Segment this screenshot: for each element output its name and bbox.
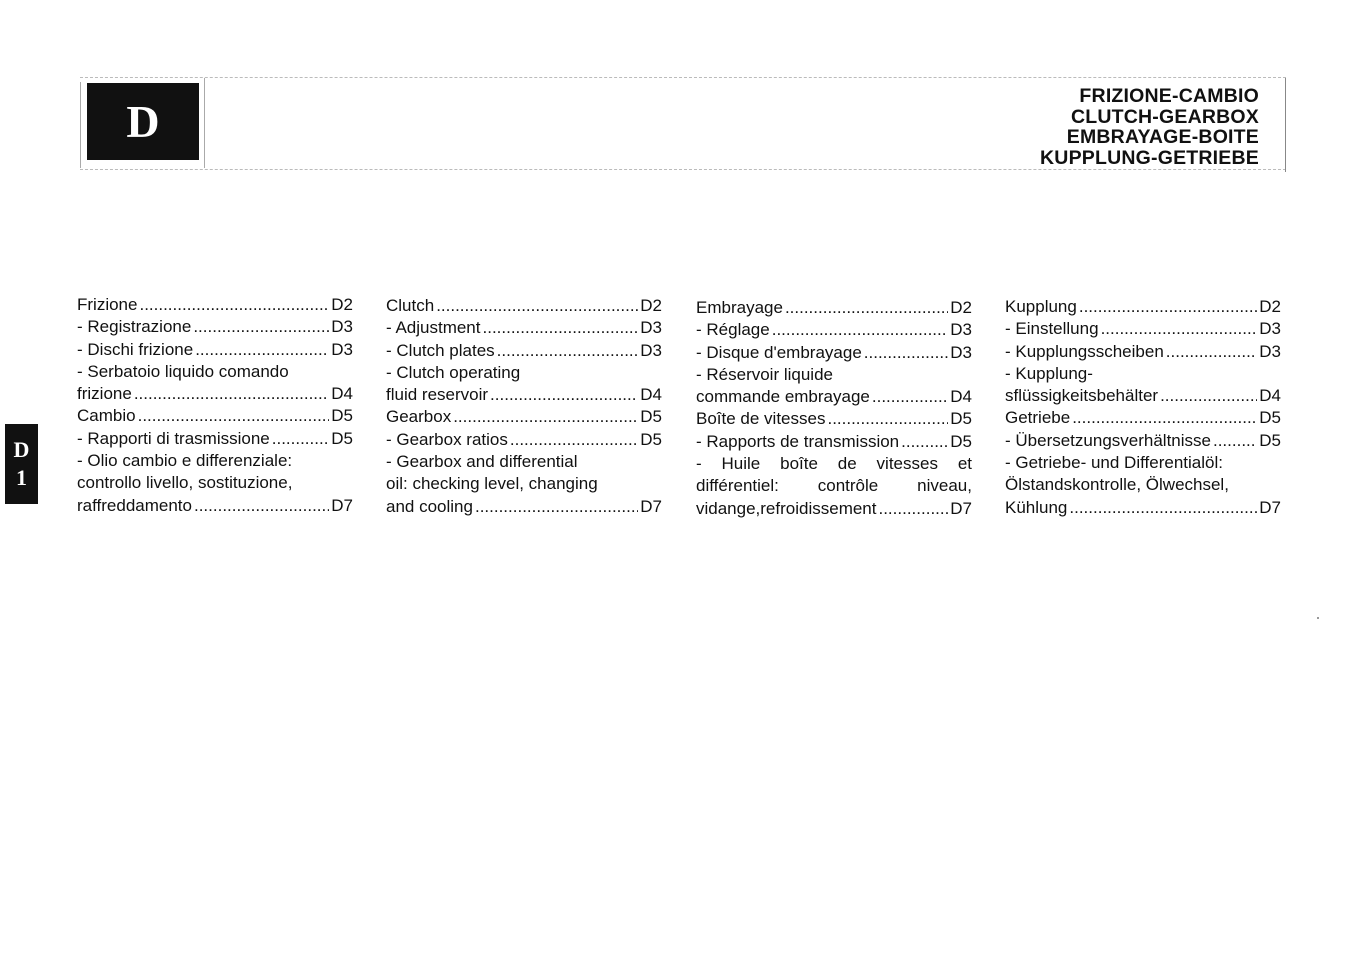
- toc-line: [1005, 341, 1281, 363]
- toc-line: [696, 475, 972, 497]
- toc-line: [386, 473, 662, 495]
- side-tab: [5, 424, 38, 504]
- toc-entry[interactable]: [77, 428, 353, 450]
- toc-page-ref: D4: [950, 387, 972, 407]
- toc-page-ref: D3: [331, 339, 353, 359]
- toc-label: - Gearbox ratios: [386, 429, 508, 449]
- dot-leader: [785, 297, 948, 319]
- toc-label: - Getriebe- und Differentialöl:: [1005, 453, 1223, 473]
- toc-line: [696, 408, 972, 430]
- title-english: CLUTCH-GEARBOX: [1070, 105, 1259, 128]
- dot-leader: [1101, 318, 1258, 340]
- toc-label: Embrayage: [696, 298, 783, 317]
- toc-line: [696, 364, 972, 386]
- toc-line: [1005, 296, 1281, 318]
- toc-line: [1005, 497, 1281, 519]
- toc-label: - Adjustment: [386, 318, 481, 338]
- toc-label: - Disque d'embrayage: [696, 342, 862, 362]
- toc-line: [77, 294, 353, 316]
- toc-page-ref: D5: [640, 407, 662, 427]
- toc-label: Frizione: [77, 295, 138, 314]
- toc-page-ref: D5: [640, 429, 662, 449]
- side-tab-letter: D: [13, 437, 30, 462]
- toc-line: [77, 495, 353, 517]
- dot-leader: [901, 431, 948, 453]
- toc-label: frizione: [77, 384, 132, 404]
- dot-leader: [872, 386, 948, 408]
- dot-leader: [864, 342, 948, 364]
- toc-line: [696, 386, 972, 408]
- dot-leader: [1079, 296, 1257, 318]
- toc-label: vidange,refroidissement: [696, 498, 877, 518]
- toc-entry[interactable]: [696, 498, 972, 520]
- section-letter: D: [126, 96, 160, 147]
- toc-line: [696, 319, 972, 341]
- toc-page-ref: D5: [950, 409, 972, 429]
- toc-entry[interactable]: [1005, 318, 1281, 340]
- toc-page-ref: D3: [640, 340, 662, 360]
- dot-leader: [1160, 385, 1257, 407]
- title-italian: FRIZIONE-CAMBIO: [1079, 85, 1259, 107]
- toc-label: Ölstandskontrolle, Ölwechsel,: [1005, 475, 1229, 495]
- header-left-rule: [80, 82, 81, 168]
- toc-page-ref: D5: [950, 431, 972, 451]
- dot-leader: [453, 406, 638, 428]
- toc-line: [386, 317, 662, 339]
- toc-label: - Rapporti di trasmissione: [77, 428, 270, 448]
- toc-label: - Kupplungsscheiben: [1005, 341, 1164, 361]
- toc-label: - Olio cambio e differenziale:: [77, 451, 293, 471]
- toc-entry[interactable]: [696, 342, 972, 364]
- toc-page-ref: D2: [1259, 297, 1281, 316]
- toc-entry[interactable]: [77, 339, 353, 361]
- toc-entry[interactable]: [386, 340, 662, 362]
- toc-page-ref: D7: [950, 498, 972, 518]
- toc-label: - Clutch plates: [386, 340, 495, 360]
- toc-label: - Huile boîte de vitesses et: [696, 454, 972, 474]
- toc-label: - Einstellung: [1005, 319, 1099, 339]
- dot-leader: [436, 295, 638, 317]
- toc-page-ref: D3: [331, 317, 353, 337]
- toc-line: [696, 453, 972, 475]
- dot-leader: [272, 428, 330, 450]
- toc-entry[interactable]: [1005, 430, 1281, 452]
- toc-column-italian: [77, 294, 353, 517]
- dot-leader: [134, 383, 329, 405]
- toc-label: and cooling: [386, 496, 473, 516]
- toc-column-french: [696, 297, 972, 520]
- toc-page-ref: D5: [331, 406, 353, 426]
- scan-speck: [1317, 617, 1319, 619]
- toc-line: [77, 383, 353, 405]
- toc-page-ref: D4: [1259, 386, 1281, 406]
- toc-page-ref: D7: [1259, 497, 1281, 517]
- toc-label: sflüssigkeitsbehälter: [1005, 386, 1159, 406]
- toc-entry[interactable]: [1005, 341, 1281, 363]
- dot-leader: [772, 319, 949, 341]
- side-tab-page: 1: [16, 465, 27, 490]
- section-letter-box: [87, 83, 199, 160]
- title-german: KUPPLUNG-GETRIEBE: [1040, 146, 1259, 169]
- toc-line: [77, 428, 353, 450]
- dot-leader: [139, 294, 329, 316]
- toc-label: - Gearbox and differential: [386, 452, 578, 472]
- toc-entry[interactable]: [696, 319, 972, 341]
- toc-line: [696, 431, 972, 453]
- toc-line: [1005, 407, 1281, 429]
- toc-page-ref: D2: [331, 295, 353, 314]
- dot-leader: [194, 495, 329, 517]
- toc-page-ref: D7: [331, 495, 353, 515]
- dot-leader: [483, 317, 639, 339]
- dot-leader: [193, 316, 329, 338]
- toc-line: [77, 361, 353, 383]
- toc-entry[interactable]: [1005, 407, 1281, 429]
- toc-line: [386, 406, 662, 428]
- toc-label: - Kupplung-: [1005, 363, 1093, 383]
- toc-entry[interactable]: [696, 431, 972, 453]
- toc-page-ref: D3: [640, 318, 662, 338]
- toc-label: - Übersetzungsverhältnisse: [1005, 430, 1211, 450]
- toc-line: [386, 362, 662, 384]
- dot-leader: [195, 339, 329, 361]
- toc-line: [1005, 363, 1281, 385]
- toc-label: - Réservoir liquide: [696, 364, 833, 384]
- toc-line: [1005, 474, 1281, 496]
- toc-page-ref: D4: [640, 385, 662, 405]
- toc-line: [77, 316, 353, 338]
- toc-page-ref: D5: [1259, 430, 1281, 450]
- toc-line: [77, 450, 353, 472]
- toc-label: Getriebe: [1005, 408, 1071, 428]
- dot-leader: [510, 429, 638, 451]
- toc-entry[interactable]: [386, 317, 662, 339]
- toc-page-ref: D2: [950, 298, 972, 317]
- header-bottom-rule: [80, 169, 1286, 170]
- toc-label: fluid reservoir: [386, 385, 489, 405]
- toc-label: - Réglage: [696, 320, 770, 340]
- toc-label: - Clutch operating: [386, 362, 521, 382]
- toc-page-ref: D7: [640, 496, 662, 516]
- dot-leader: [475, 496, 638, 518]
- toc-entry[interactable]: [386, 406, 662, 428]
- header-right-rule: [1285, 78, 1286, 172]
- toc-line: [386, 429, 662, 451]
- toc-entry[interactable]: [386, 384, 662, 406]
- toc-line: [696, 498, 972, 520]
- toc-label: Kühlung: [1005, 497, 1068, 517]
- toc-page-ref: D4: [331, 384, 353, 404]
- toc-page-ref: D3: [950, 320, 972, 340]
- toc-line: [386, 496, 662, 518]
- toc-line: [696, 297, 972, 319]
- toc-label: - Rapports de transmission: [696, 431, 900, 451]
- toc-label: - Registrazione: [77, 317, 192, 337]
- header-divider: [204, 78, 205, 168]
- toc-label: - Dischi frizione: [77, 339, 194, 359]
- toc-label: raffreddamento: [77, 495, 192, 515]
- toc-label: - Serbatoio liquido comando: [77, 361, 289, 381]
- toc-entry[interactable]: [77, 294, 353, 316]
- dot-leader: [878, 498, 948, 520]
- toc-entry[interactable]: [1005, 497, 1281, 519]
- toc-page-ref: D3: [1259, 341, 1281, 361]
- toc-line: [386, 340, 662, 362]
- dot-leader: [138, 405, 330, 427]
- toc-line: [77, 405, 353, 427]
- toc-line: [1005, 430, 1281, 452]
- toc-entry[interactable]: [386, 429, 662, 451]
- toc-column-german: [1005, 296, 1281, 519]
- dot-leader: [490, 384, 638, 406]
- dot-leader: [497, 340, 639, 362]
- toc-column-english: [386, 295, 662, 518]
- dot-leader: [1166, 341, 1257, 363]
- dot-leader: [827, 408, 948, 430]
- toc-line: [1005, 385, 1281, 407]
- toc-line: [77, 472, 353, 494]
- title-french: EMBRAYAGE-BOITE: [1066, 126, 1259, 148]
- toc-entry[interactable]: [386, 295, 662, 317]
- toc-line: [386, 384, 662, 406]
- toc-label: controllo livello, sostituzione,: [77, 473, 293, 493]
- toc-line: [696, 342, 972, 364]
- toc-entry[interactable]: [77, 316, 353, 338]
- toc-entry[interactable]: [386, 496, 662, 518]
- toc-line: [1005, 452, 1281, 474]
- toc-page-ref: D2: [640, 296, 662, 315]
- toc-line: [386, 451, 662, 473]
- header-top-rule: [80, 77, 1286, 78]
- toc-line: [1005, 318, 1281, 340]
- toc-page-ref: D5: [1259, 408, 1281, 428]
- toc-label: Clutch: [386, 296, 435, 315]
- toc-entry[interactable]: [1005, 385, 1281, 407]
- toc-entry[interactable]: [696, 297, 972, 319]
- toc-entry[interactable]: [696, 386, 972, 408]
- toc-page-ref: D5: [331, 428, 353, 448]
- toc-page-ref: D3: [1259, 319, 1281, 339]
- toc-page-ref: D3: [950, 342, 972, 362]
- toc-entry[interactable]: [1005, 296, 1281, 318]
- toc-entry[interactable]: [696, 408, 972, 430]
- section-titles: [1040, 86, 1259, 168]
- dot-leader: [1069, 497, 1257, 519]
- toc-label: différentiel: contrôle niveau,: [696, 476, 972, 496]
- dot-leader: [1072, 407, 1257, 429]
- toc-line: [386, 295, 662, 317]
- dot-leader: [1213, 430, 1257, 452]
- toc-label: commande embrayage: [696, 387, 870, 407]
- toc-entry[interactable]: [77, 405, 353, 427]
- toc-label: Cambio: [77, 406, 136, 426]
- toc-label: Boîte de vitesses: [696, 409, 826, 429]
- toc-entry[interactable]: [77, 495, 353, 517]
- toc-label: Kupplung: [1005, 297, 1077, 316]
- toc-label: Gearbox: [386, 407, 452, 427]
- toc-entry[interactable]: [77, 383, 353, 405]
- toc-label: oil: checking level, changing: [386, 474, 598, 494]
- toc-line: [77, 339, 353, 361]
